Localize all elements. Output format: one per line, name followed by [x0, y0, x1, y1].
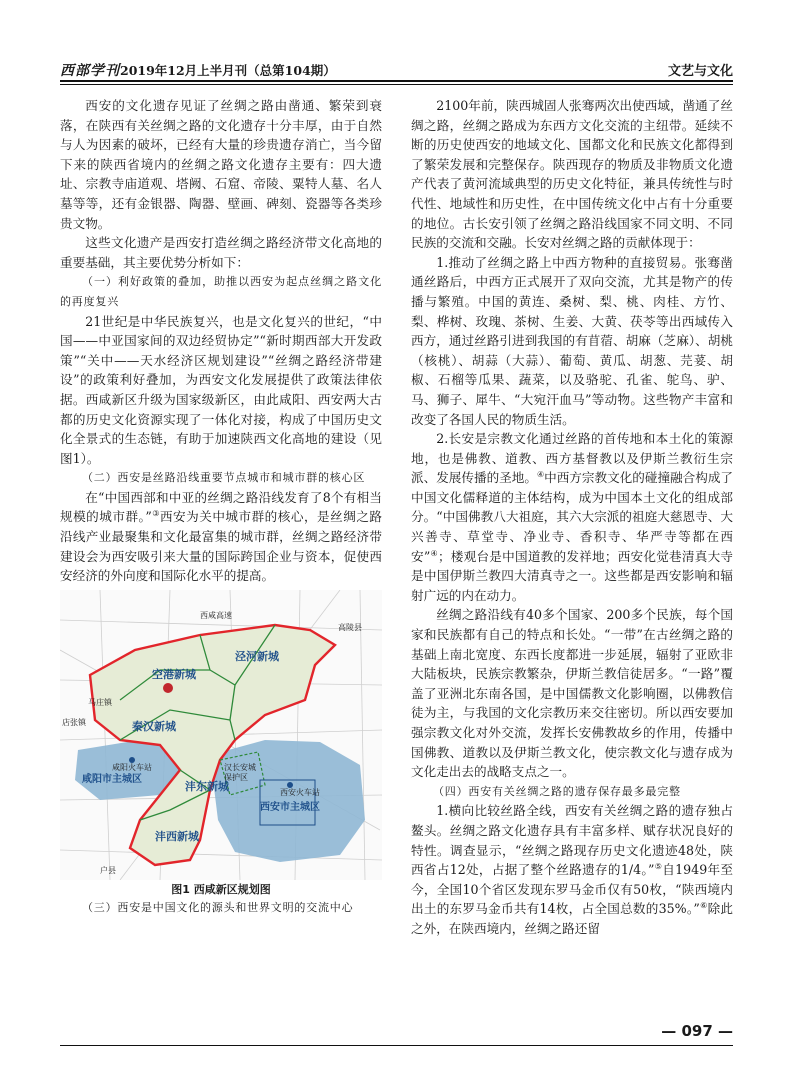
paragraph: 1.横向比较丝路全线，西安有关丝绸之路的遗存独占鳌头。丝绸之路文化遗存具有丰富多样、赋存状况良好的特性。调查显示，“丝绸之路现存历史文化遗迹48处，陕西省占12处，占据了整个丝路遗存的1/4。”⑤自1949年至今，全国10个省区发现东罗马金币仅有50枚，“陕西境内出土的东罗马金币共有14枚，占全国总数的35%。”⑥除此之外，在陕西境内，丝绸之路还留 [411, 803, 734, 936]
paragraph: 丝绸之路沿线有40多个国家、200多个民族，每个国家和民族都有自己的特点和长处。“一带”在古丝绸之路的基础上南北宽度、东西长度都进一步延展，辐射了亚欧非大陆板块，民族宗教繁杂，伊斯兰教信徒居多。“一路”覆盖了亚洲北东南各国，是中国儒教文化影响圈，以佛教信徒为主，与我国的文化宗教历来交往密切。所以西安要加强宗教文化对外交流，发挥长安佛教故乡的作用，传播中国佛教、道教以及伊斯兰教文化，使宗教文化与遗存成为文化走出去的战略支点之一。 [411, 607, 733, 780]
map-label-xian-main: 西安市主城区 [260, 801, 320, 813]
left-column [60, 96, 382, 917]
issue-label: 2019年12月上半月刊（总第104期） [120, 63, 336, 78]
header-rule-thin [60, 84, 733, 85]
header-rule [60, 80, 733, 82]
section-title: 文艺与文化 [667, 64, 733, 79]
paragraph: 2100年前，陕西城固人张骞两次出使西域，凿通了丝绸之路，丝绸之路成为东西方文化交流的主纽带。延续不断的历史使西安的地域文化、国都文化和民族文化都得到了繁荣发展和完整保存。陕西现存的物质及非物质文化遗产代表了黄河流域典型的历史文化特征，兼具传统性与时代性、地域性和历史性，在中国传统文化中占有十分重要的地位。古长安引领了丝绸之路沿线国家不同文明、不同民族的交流和交融。长安对丝绸之路的贡献体现于： [411, 98, 733, 251]
page-header [60, 58, 733, 80]
paragraph: 西安的文化遗存见证了丝绸之路由凿通、繁荣到衰落，在陕西有关丝绸之路的文化遗存十分丰厚，由于自然与人为因素的破坏，已经有大量的珍贵遗存消亡，当今留下来的陕西省境内的丝绸之路文化遗存主要有：四大遗址、宗教寺庙道观、塔阙、石窟、帝陵、粟特人墓、名人墓等等，还有金银器、陶器、壁画、碑刻、瓷器等各类珍贵文物。 [60, 98, 382, 231]
map-label-dianzhang: 店张镇 [62, 717, 86, 727]
map-label-xianyang-main: 咸阳市主城区 [82, 773, 142, 785]
xian-urban-area [210, 740, 365, 862]
map-label-xian-station: 西安火车站 [280, 787, 320, 797]
map-label-xianyang-station: 咸阳火车站 [112, 762, 152, 772]
right-column [411, 96, 733, 939]
map-label-huyi: 户县 [100, 865, 116, 875]
page-number: — 097 — [661, 1022, 733, 1040]
subsection-heading: （四）西安有关丝绸之路的遗存保存最多最完整 [433, 784, 681, 798]
footer-rule [60, 1045, 733, 1046]
map-label-hanchangan-2: 保护区 [224, 772, 248, 782]
journal-logo: 西部学刊 [60, 63, 120, 79]
subsection-heading: （三）西安是中国文化的源头和世界文明的交流中心 [82, 900, 354, 914]
paragraph: 2.长安是宗教文化通过丝路的首传地和本土化的策源地，也是佛教、道教、西方基督教以及伊斯兰教衍生宗派、发展传播的圣地。④中西方宗教文化的碰撞融合构成了中国文化儒释道的主体结构，成为中国本土文化的组成部分。“中国佛教八大祖庭，其六大宗派的祖庭大慈恩寺、大兴善寺、草堂寺、净业寺、香积寺、华严寺等都在西安”④；楼观台是中国道教的发祥地；西安化觉巷清真大寺是中国伊斯兰教四大清真寺之一。这些都是西安影响和辐射广远的内在动力。 [411, 431, 734, 603]
paragraph: 在“中国西部和中亚的丝绸之路沿线发育了8个有相当规模的城市群。”③西安为关中城市群的核心，是丝绸之路沿线产业最聚集和文化最富集的城市群，丝绸之路经济带建设会为西安吸引来大量的国际跨国企业与资本，促使西安经济的外向度和国际化水平的提高。 [60, 489, 383, 584]
figure-caption: 图1 西咸新区规划图 [171, 882, 271, 896]
paragraph: 这些文化遗产是西安打造丝绸之路经济带文化高地的重要基础，其主要优势分析如下： [60, 235, 382, 270]
map-label-fengxi: 沣西新城 [155, 829, 199, 843]
map-label-konggang: 空港新城 [152, 667, 196, 681]
map-label-hanchangan-1: 汉长安城 [224, 762, 256, 772]
map-label-qinhan: 秦汉新城 [132, 719, 176, 733]
map-label-gaoling: 高陵县 [338, 622, 362, 632]
subsection-heading: （二）西安是丝路沿线重要节点城市和城市群的核心区 [82, 471, 366, 485]
footnote-ref: ④ [430, 548, 438, 558]
subsection-heading: （一）利好政策的叠加，助推以西安为起点丝绸之路文化的再度复兴 [60, 275, 382, 308]
map-svg [60, 590, 382, 880]
map-label-jinghe: 泾河新城 [235, 649, 279, 663]
capital-marker-icon [163, 683, 173, 693]
map-label-mazhuang: 马庄镇 [88, 697, 112, 707]
map-label-fengdong: 沣东新城 [185, 779, 229, 793]
footnote-ref: ⑤ [654, 861, 663, 871]
figure-map [60, 590, 382, 880]
footnote-ref: ③ [151, 509, 160, 519]
paragraph: 1.推动了丝绸之路上中西方物种的直接贸易。张骞凿通丝路后，中西方正式展开了双向交流，尤其是物产的传播与繁殖。中国的黄连、桑树、梨、桃、肉桂、方竹、梨、桦树、玫瑰、茶树、生姜、大黄、茯苓等出西域传入西方，通过丝路引进到我国的有苜蓿、胡麻（芝麻）、胡桃（核桃）、胡蒜（大蒜）、葡萄、黄瓜、胡葱、芫荽、胡椒、石榴等瓜果、蔬菜，以及骆驼、孔雀、鸵鸟、驴、马、狮子、犀牛、“大宛汗血马”等动物。这些物产丰富和改变了各国人民的物质生活。 [411, 254, 733, 427]
journal-issue [60, 60, 336, 80]
footnote-ref: ⑥ [699, 901, 708, 911]
map-label-xixian-expressway: 西咸高速 [200, 610, 232, 620]
footnote-ref: ④ [536, 470, 545, 480]
paragraph: 21世纪是中华民族复兴，也是文化复兴的世纪，“中国——中亚国家间的双边经贸协定”“新时期西部大开发政策”“关中——天水经济区规划建设”“丝绸之路经济带建设”的政策利好叠加，为西安文化发展提供了政策法律依据。西咸新区升级为国家级新区，由此咸阳、西安两大古都的历史文化资源实现了一体化对接，构成了中国历史文化全景式的生态链，有助于加速陕西文化高地的建设（见图1）。 [60, 313, 382, 466]
